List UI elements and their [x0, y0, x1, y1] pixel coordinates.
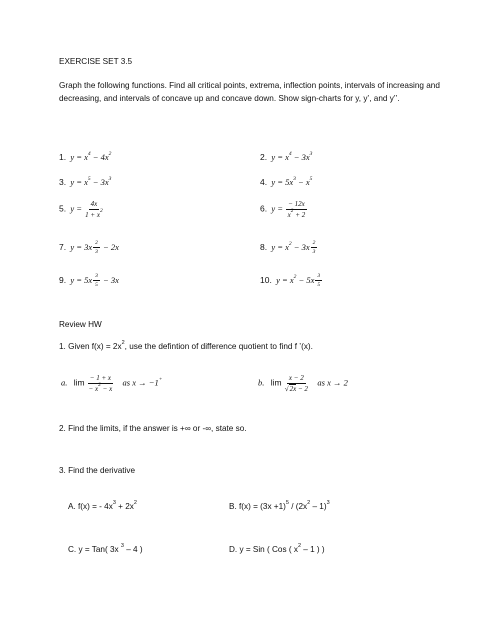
review-question-2: 2. Find the limits, if the answer is +∞ or -∞, state so. [59, 424, 247, 433]
derivative-c: C. y = Tan( 3x $^3$ – 4 ) [68, 543, 143, 554]
instructions: Graph the following functions. Find all critical points, extrema, inflection points, intervals of increasing and decreasing, and intervals of concave up and concave down. Show sign-charts for y, y’, and y’’. [59, 81, 440, 103]
fraction: $\frac{4x}{1 + x^2}$ [85, 200, 103, 219]
review-heading: Review HW [59, 320, 102, 329]
page-title: EXERCISE SET 3.5 [59, 57, 133, 66]
fraction: $\frac{x - 2}{√2x - 2}$ [284, 374, 308, 393]
limit-a: a. lim $\frac{- 1 + x}{- x^2 - x}$ as x → −1+ [61, 374, 163, 393]
problem-6: 6. y = $\frac{- 12x}{x^2 + 2}$ [260, 200, 306, 219]
review-question-3: 3. Find the derivative [59, 466, 136, 475]
problem-10: 10. $y = x^2 - 5x$ $\frac{3}{5}$ [260, 273, 321, 288]
derivative-a: A. f(x) = - $4x^3 + 2x^2$ [68, 500, 137, 511]
limit-b: b. lim $\frac{x - 2}{√2x - 2}$ as x → 2 [258, 374, 348, 393]
problem-2: 2. $y = x^4 - 3x^3$ [260, 151, 313, 162]
fraction: $\frac{- 12x}{x^2 + 2}$ [287, 200, 306, 219]
derivative-b: B. $f(x) = (3x +1)^5 / (2x^2 - 1)^3$ [229, 500, 330, 511]
problem-5: 5. y = $\frac{4x}{1 + x^2}$ [59, 200, 103, 219]
problem-7: 7. y = 3x $\frac{2}{3}$ − 2x [59, 240, 119, 255]
review-question-1: 1. Given $f(x) = 2x^2$, use the defintion of difference quotient to find f ’(x). [59, 340, 313, 351]
derivative-d: D. y = Sin ( Cos ( $x^2 - 1$ ) ) [229, 543, 325, 554]
problem-3: 3. $y = x^5 - 3x^3$ [59, 176, 112, 187]
problem-1: 1. $y = x^4 - 4x^2$ [59, 151, 112, 162]
problem-9: 9. y = 5x $\frac{3}{5}$ − 3x [59, 273, 119, 288]
problem-8: 8. $y = x^2 - 3x$ $\frac{2}{3}$ [260, 240, 316, 255]
problem-4: 4. $y = 5x^3 - x^5$ [260, 176, 313, 187]
fraction: $\frac{- 1 + x}{- x^2 - x}$ [88, 374, 113, 393]
